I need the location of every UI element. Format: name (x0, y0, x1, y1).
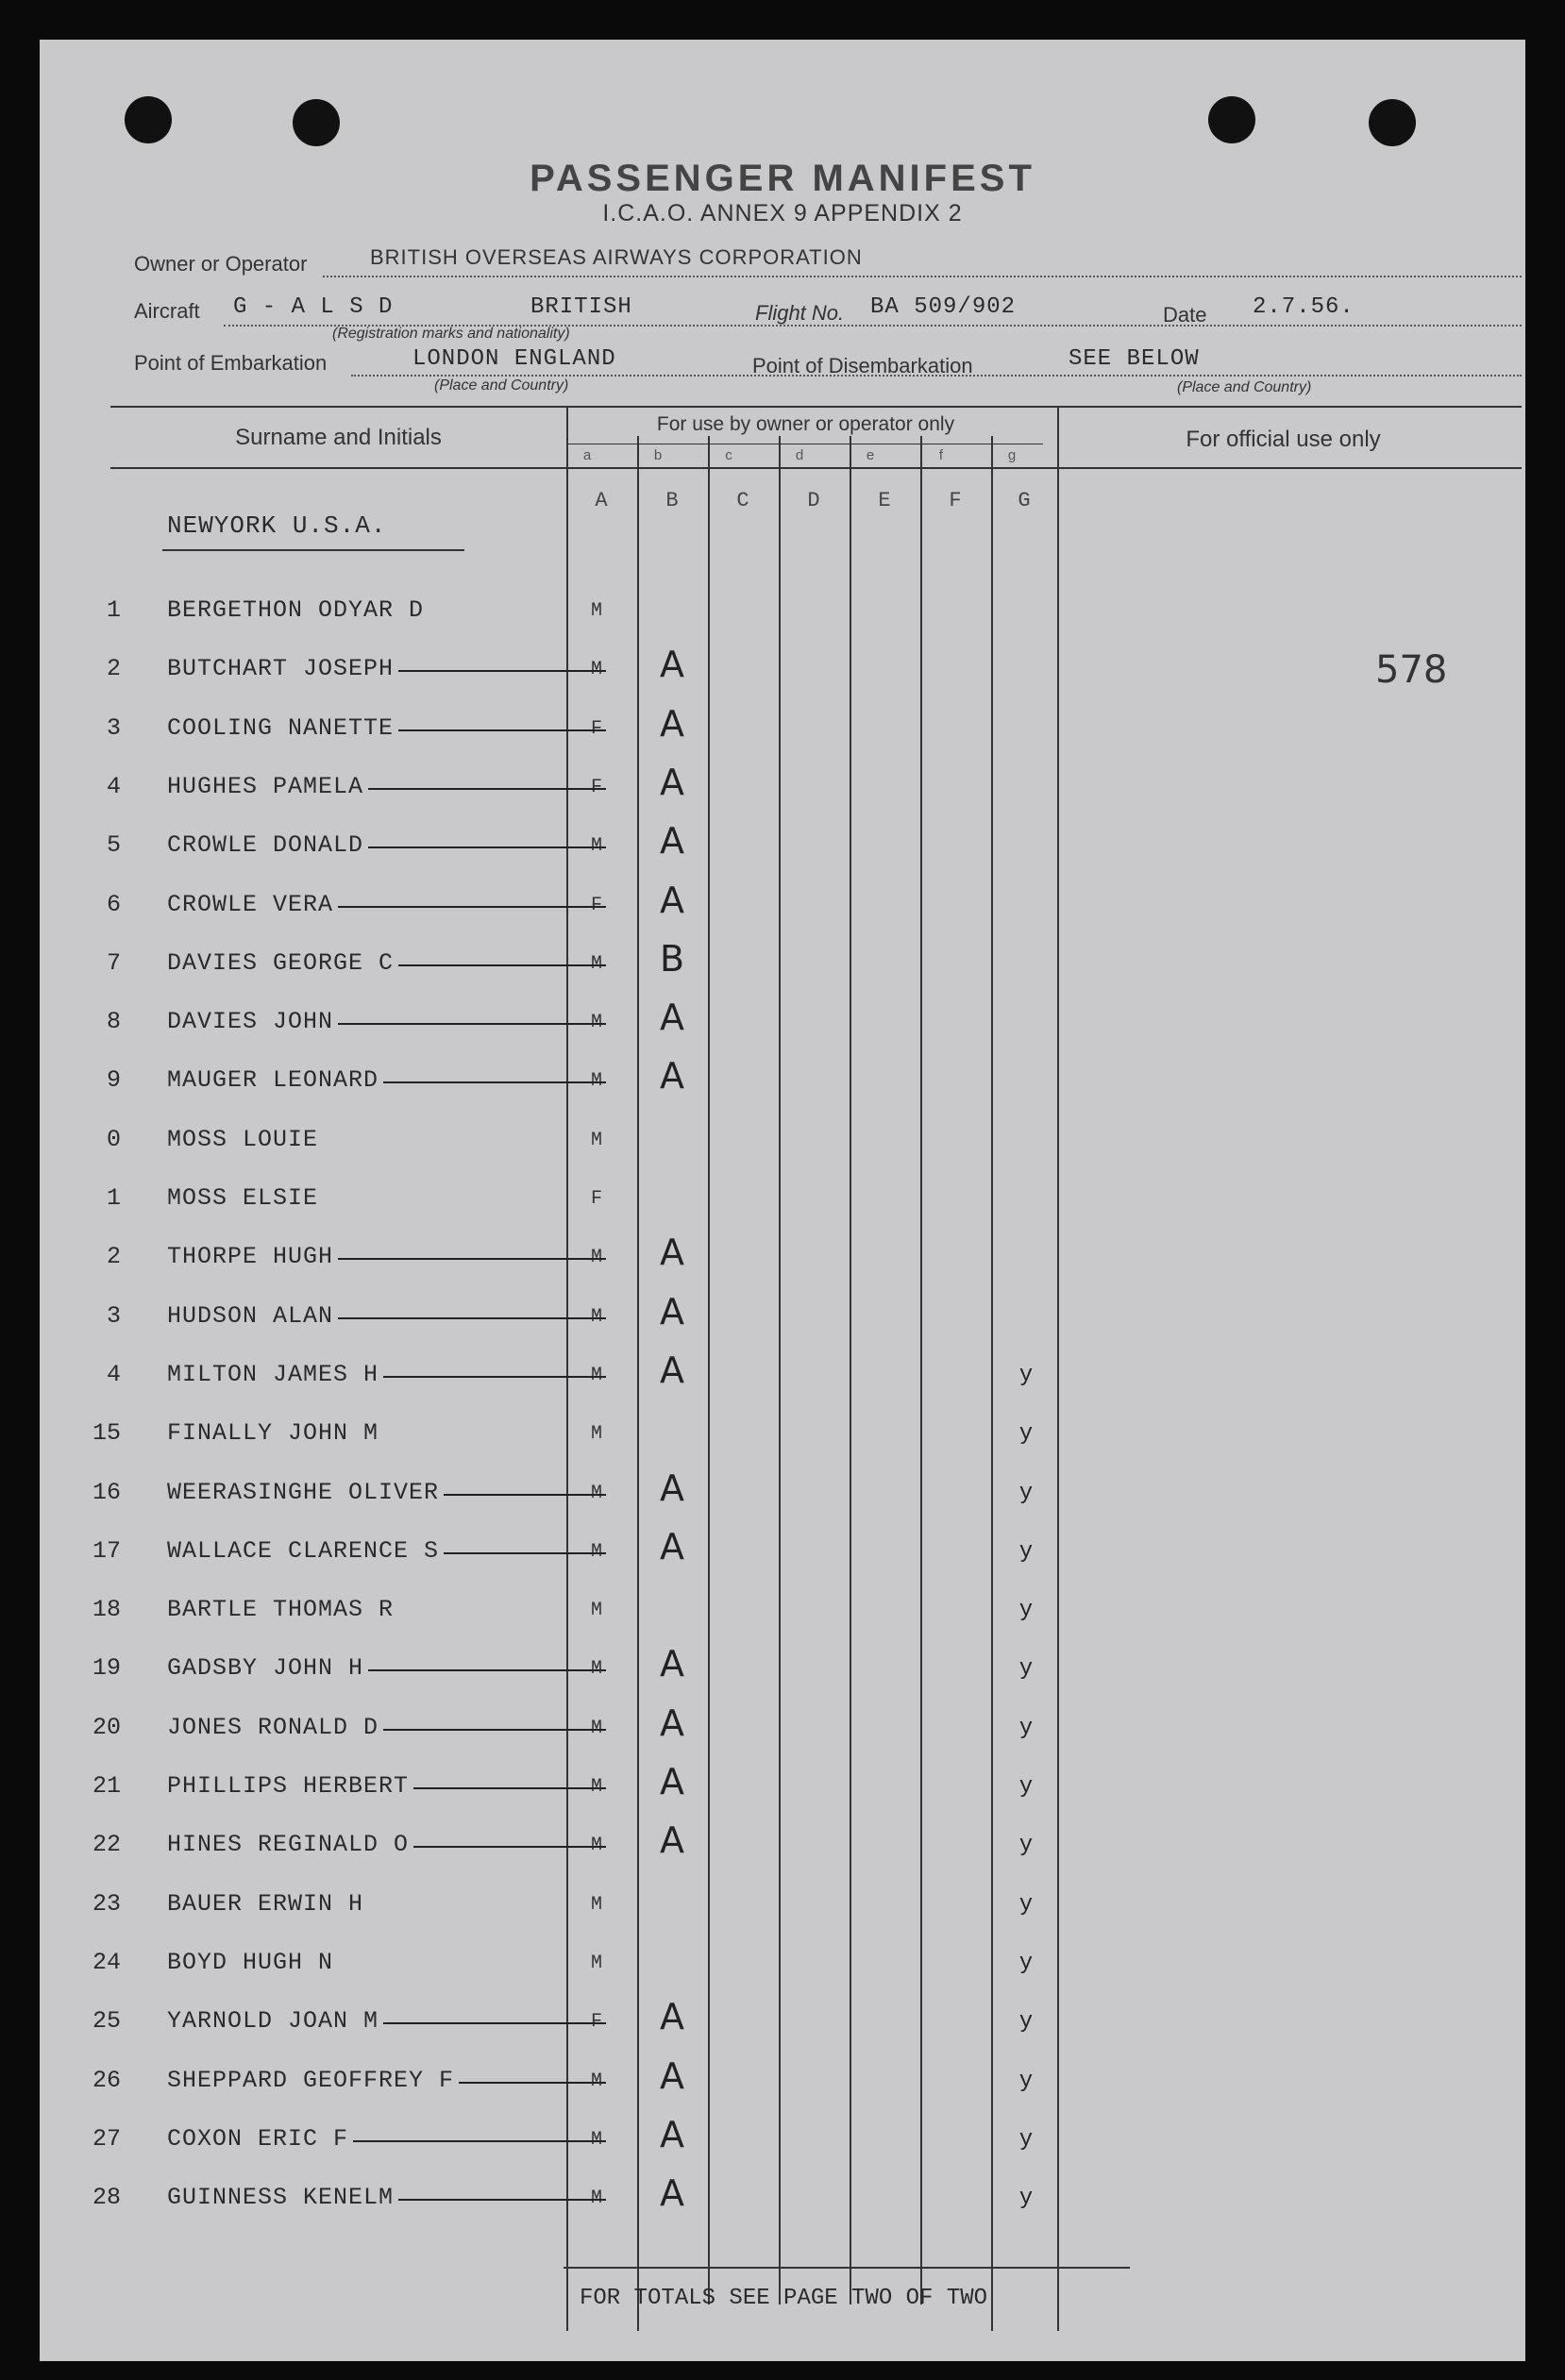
official-use-column-header: For official use only (1186, 427, 1381, 452)
passenger-name: PHILLIPS HERBERT (167, 1772, 410, 1800)
passenger-mark-b: A (660, 1467, 684, 1509)
passenger-number: 4 (106, 1361, 121, 1388)
row-tick-line (383, 1081, 606, 1083)
passenger-mark-b: A (660, 1232, 684, 1273)
passenger-name: MOSS ELSIE (167, 1184, 319, 1212)
passenger-mark-g: y (1018, 1656, 1034, 1682)
passenger-number: 27 (92, 2125, 121, 2153)
column-divider (991, 436, 993, 2331)
passenger-mark-g: y (1018, 2186, 1034, 2211)
passenger-name: MOSS LOUIE (167, 1126, 319, 1153)
row-tick-line (398, 964, 606, 966)
column-letter-c: C (736, 489, 749, 512)
date-label: Date (1163, 303, 1207, 327)
passenger-sex: M (590, 600, 602, 622)
row-tick-line (368, 846, 606, 848)
column-letter-e: E (878, 489, 891, 512)
punch-hole-icon (125, 96, 172, 143)
passenger-number: 24 (92, 1949, 121, 1976)
manifest-subtitle: I.C.A.O. ANNEX 9 APPENDIX 2 (602, 200, 963, 226)
row-tick-line (444, 1552, 606, 1554)
passenger-name: CROWLE DONALD (167, 831, 364, 859)
column-letter-d: D (807, 489, 820, 512)
passenger-sex: M (590, 1894, 602, 1916)
passenger-number: 23 (92, 1890, 121, 1918)
registration-note: (Registration marks and nationality) (332, 326, 570, 342)
row-tick-line (383, 1729, 606, 1731)
nationality-value: BRITISH (530, 294, 632, 320)
passenger-name: WEERASINGHE OLIVER (167, 1479, 440, 1506)
sub-letter-f: f (938, 447, 944, 463)
totals-footer: FOR TOTALS SEE PAGE TWO OF TWO (580, 2286, 988, 2311)
passenger-mark-b: A (660, 1291, 684, 1332)
passenger-mark-b: A (660, 2172, 684, 2214)
row-tick-line (338, 906, 606, 908)
punch-hole-icon (1208, 96, 1255, 143)
passenger-number: 5 (106, 831, 121, 859)
passenger-name: THORPE HUGH (167, 1243, 334, 1270)
passenger-number: 6 (106, 891, 121, 918)
embark-label: Point of Embarkation (134, 351, 328, 375)
passenger-mark-g: y (1018, 2127, 1034, 2153)
passenger-number: 0 (106, 1126, 121, 1153)
passenger-mark-b: A (660, 997, 684, 1038)
passenger-name: BUTCHART JOSEPH (167, 655, 395, 682)
row-tick-line (338, 1258, 606, 1260)
passenger-sex: M (590, 1423, 602, 1445)
flight-label: Flight No. (755, 301, 845, 325)
passenger-mark-b: A (660, 880, 684, 921)
passenger-name: BERGETHON ODYAR D (167, 596, 425, 624)
passenger-number: 19 (92, 1654, 121, 1682)
sub-letter-b: b (653, 447, 663, 463)
passenger-number: 1 (106, 1184, 121, 1212)
embark-value: LONDON ENGLAND (412, 346, 616, 372)
surname-column-header: Surname and Initials (235, 425, 442, 450)
passenger-number: 3 (106, 1302, 121, 1330)
aircraft-dotted-line (224, 325, 1522, 327)
passenger-number: 4 (106, 773, 121, 800)
passenger-mark-g: y (1018, 1539, 1034, 1565)
passenger-number: 1 (106, 596, 121, 624)
column-divider (637, 436, 639, 2331)
sub-letter-c: c (725, 447, 732, 463)
passenger-mark-g: y (1018, 1481, 1034, 1506)
row-tick-line (338, 1317, 606, 1319)
passenger-mark-b: B (659, 938, 685, 980)
passenger-mark-g: y (1018, 1833, 1034, 1858)
passenger-name: GADSBY JOHN H (167, 1654, 364, 1682)
passenger-number: 9 (106, 1066, 121, 1094)
passenger-mark-g: y (1018, 1892, 1034, 1918)
passenger-name: DAVIES GEORGE C (167, 949, 395, 977)
passenger-name: COXON ERIC F (167, 2125, 349, 2153)
sub-letter-g: g (1007, 447, 1017, 463)
passenger-number: 18 (92, 1596, 121, 1623)
embark-note: (Place and Country) (434, 377, 569, 394)
row-tick-line (398, 670, 606, 672)
passenger-number: 7 (106, 949, 121, 977)
column-letter-g: G (1018, 489, 1031, 512)
sub-letter-a: a (582, 447, 592, 463)
passenger-mark-b: A (660, 820, 684, 862)
passenger-sex: M (590, 1130, 602, 1151)
table-top-rule (110, 406, 1522, 408)
official-number: 578 (1375, 648, 1448, 692)
passenger-name: COOLING NANETTE (167, 714, 395, 742)
passenger-mark-b: A (660, 1526, 684, 1567)
passenger-name: MILTON JAMES H (167, 1361, 379, 1388)
destination-heading: NEWYORK U.S.A. (167, 511, 387, 540)
passenger-number: 2 (106, 655, 121, 682)
manifest-title: PASSENGER MANIFEST (530, 158, 1035, 199)
passenger-name: BARTLE THOMAS R (167, 1596, 395, 1623)
passenger-number: 16 (92, 1479, 121, 1506)
passenger-number: 17 (92, 1537, 121, 1565)
passenger-number: 20 (92, 1714, 121, 1741)
manifest-sheet (40, 40, 1525, 2361)
passenger-name: BAUER ERWIN H (167, 1890, 364, 1918)
passenger-number: 28 (92, 2184, 121, 2211)
passenger-name: SHEPPARD GEOFFREY F (167, 2067, 455, 2094)
row-tick-line (368, 788, 606, 790)
passenger-mark-b: A (660, 644, 684, 685)
row-tick-line (444, 1494, 606, 1496)
passenger-mark-b: A (660, 2055, 684, 2097)
passenger-number: 21 (92, 1772, 121, 1800)
column-divider (920, 436, 922, 2305)
column-divider (1057, 406, 1059, 2331)
passenger-name: YARNOLD JOAN M (167, 2007, 379, 2035)
passenger-name: WALLACE CLARENCE S (167, 1537, 440, 1565)
disembark-label: Point of Disembarkation (752, 354, 973, 377)
column-divider (708, 436, 710, 2305)
passenger-mark-g: y (1018, 2009, 1034, 2035)
punch-hole-icon (1369, 99, 1416, 146)
passenger-mark-b: A (660, 1761, 684, 1802)
row-tick-line (383, 1376, 606, 1378)
column-letter-a: A (595, 489, 608, 512)
passenger-number: 26 (92, 2067, 121, 2094)
row-tick-line (368, 1669, 606, 1671)
passenger-number: 22 (92, 1831, 121, 1858)
passenger-mark-b: A (660, 1643, 684, 1684)
passenger-mark-b: A (660, 703, 684, 745)
column-letter-f: F (949, 489, 962, 512)
date-value: 2.7.56. (1253, 294, 1355, 320)
passenger-name: DAVIES JOHN (167, 1008, 334, 1035)
disembark-value: SEE BELOW (1069, 346, 1200, 372)
passenger-sex: M (590, 1953, 602, 1974)
passenger-number: 8 (106, 1008, 121, 1035)
row-tick-line (398, 2199, 606, 2201)
column-divider (566, 406, 568, 2331)
passenger-name: HUDSON ALAN (167, 1302, 334, 1330)
passenger-mark-g: y (1018, 2069, 1034, 2094)
passenger-name: HUGHES PAMELA (167, 773, 364, 800)
owner-dotted-line (323, 276, 1522, 277)
passenger-mark-g: y (1018, 1716, 1034, 1741)
totals-rule (564, 2267, 1130, 2269)
passenger-mark-g: y (1018, 1774, 1034, 1800)
passenger-sex: F (590, 1188, 602, 1210)
passenger-mark-b: A (660, 762, 684, 803)
sub-letter-e: e (866, 447, 875, 463)
passenger-name: HINES REGINALD O (167, 1831, 410, 1858)
row-tick-line (398, 729, 606, 731)
disembark-note: (Place and Country) (1177, 379, 1312, 395)
passenger-mark-g: y (1018, 1598, 1034, 1623)
passenger-mark-g: y (1018, 1421, 1034, 1447)
aircraft-value: G - A L S D (233, 294, 394, 320)
passenger-number: 25 (92, 2007, 121, 2035)
passenger-mark-b: A (660, 1702, 684, 1744)
row-tick-line (459, 2082, 606, 2084)
passenger-name: FINALLY JOHN M (167, 1419, 379, 1447)
owner-use-column-header: For use by owner or operator only (656, 413, 955, 435)
passenger-name: GUINNESS KENELM (167, 2184, 395, 2211)
passenger-sex: M (590, 1600, 602, 1621)
flight-value: BA 509/902 (870, 294, 1017, 320)
table-header-rule (110, 467, 1522, 469)
column-divider (779, 436, 781, 2305)
column-letter-b: B (665, 489, 679, 512)
row-tick-line (413, 1787, 606, 1789)
destination-underline (162, 549, 464, 551)
passenger-name: JONES RONALD D (167, 1714, 379, 1741)
passenger-mark-b: A (660, 1349, 684, 1391)
row-tick-line (338, 1023, 606, 1025)
column-divider (850, 436, 851, 2305)
embark-dotted-line (351, 375, 1522, 377)
sub-letter-d: d (795, 447, 804, 463)
passenger-mark-b: A (660, 1055, 684, 1097)
passenger-mark-b: A (660, 1996, 684, 2037)
passenger-mark-b: A (660, 2114, 684, 2155)
row-tick-line (383, 2022, 606, 2024)
passenger-name: BOYD HUGH N (167, 1949, 334, 1976)
passenger-name: MAUGER LEONARD (167, 1066, 379, 1094)
passenger-mark-g: y (1018, 1951, 1034, 1976)
passenger-number: 3 (106, 714, 121, 742)
passenger-number: 15 (92, 1419, 121, 1447)
passenger-name: CROWLE VERA (167, 891, 334, 918)
row-tick-line (413, 1846, 606, 1848)
owner-label: Owner or Operator (134, 252, 308, 276)
passenger-number: 2 (106, 1243, 121, 1270)
punch-hole-icon (293, 99, 340, 146)
passenger-mark-g: y (1018, 1363, 1034, 1388)
aircraft-label: Aircraft (134, 299, 200, 323)
row-tick-line (353, 2140, 606, 2142)
owner-value: BRITISH OVERSEAS AIRWAYS CORPORATION (370, 245, 863, 269)
passenger-mark-b: A (660, 1819, 684, 1861)
